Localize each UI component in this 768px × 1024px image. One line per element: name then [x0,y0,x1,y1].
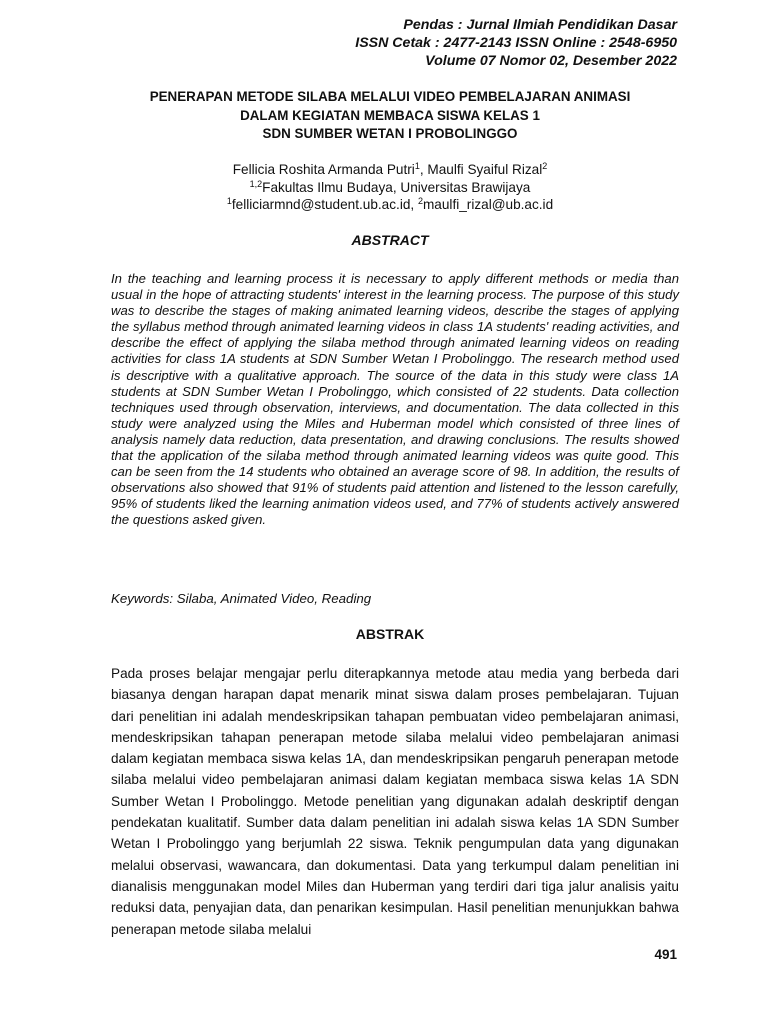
title-line-3: SDN SUMBER WETAN I PROBOLINGGO [262,126,518,141]
author-2-name: Maulfi Syaiful Rizal [427,162,543,177]
email-2[interactable]: maulfi_rizal@ub.ac.id [422,197,554,212]
email-2-sup: 2 [417,196,423,206]
journal-issn: ISSN Cetak : 2477-2143 ISSN Online : 2548-6950 [355,35,677,51]
abstract-heading-en: ABSTRACT [351,232,429,248]
author-separator: , [419,162,428,177]
title-line-2: DALAM KEGIATAN MEMBACA SISWA KELAS 1 [240,107,540,123]
title-line-1: PENERAPAN METODE SILABA MELALUI VIDEO PEMBELAJARAN ANIMASI [149,89,631,104]
abstract-body-en: In the teaching and learning process it is necessary to apply different methods or media than usual in the hope of attracting students' interest in the learning process. The purpose of this study was to describe the stages of making animated learning videos, describe the stages of applying the syllabus method through animated learning videos in class 1A students' reading activities, and describe the effect of applying the silaba method through animated learning videos on reading activities for class 1A students at SDN Sumber Wetan I Probolinggo. The research method used is descriptive with a qualitative approach. The source of the data in this study were class 1A students at SDN Sumber Wetan I Probolinggo, which consisted of 22 students. Data collection techniques used through observation, interviews, and documentation. The data collected in this study were analyzed using the Miles and Huberman model which consisted of three lines of analysis namely data reduction, data presentation, and drawing conclusions. The results showed that the application of the silaba method through animated learning videos was quite good. This can be seen from the 14 students who obtained an average score of 98. In addition, the results of observations also showed that 91% of students paid attention and listened to the lesson carefully, 95% of students liked the learning animation videos used, and 77% of students actively answered the questions asked given. [111,271,679,528]
email-1[interactable]: felliciarmnd@student.ub.ac.id [231,197,411,212]
email-separator: , [410,197,418,212]
author-block [100,161,680,214]
author-names [100,161,680,179]
affiliation-text: Fakultas Ilmu Budaya, Universitas Brawijaya [262,179,531,195]
affiliation [100,179,680,197]
page-number: 491 [654,947,677,962]
email-1-sup: 1 [226,196,232,206]
abstract-heading-id: ABSTRAK [355,626,425,642]
journal-header [117,16,677,70]
journal-name: Pendas : Jurnal Ilmiah Pendidikan Dasar [403,17,677,33]
paper-title [100,88,680,144]
author-2-sup: 2 [542,161,548,171]
author-1-sup: 1 [414,161,420,171]
author-1-name: Fellicia Roshita Armanda Putri [232,162,415,177]
journal-volume: Volume 07 Nomor 02, Desember 2022 [425,53,677,69]
keywords: Keywords: Silaba, Animated Video, Reading [111,591,372,606]
abstract-body-id: Pada proses belajar mengajar perlu diterapkannya metode atau media yang berbeda dari biasanya dengan harapan dapat menarik minat siswa dalam proses pembelajaran. Tujuan dari penelitian ini adalah mendeskripsikan tahapan pembuatan video pembelajaran animasi, mendeskripsikan tahapan penerapan metode silaba melalui video pembelajaran animasi dalam kegiatan membaca siswa kelas 1A, dan mendeskripsikan pengaruh penerapan metode silaba melalui video pembelajaran animasi dalam kegiatan membaca siswa kelas 1A SDN Sumber Wetan I Probolinggo. Metode penelitian yang digunakan adalah deskriptif dengan pendekatan kualitatif. Sumber data dalam penelitian ini adalah siswa kelas 1A SDN Sumber Wetan I Probolinggo yang berjumlah 22 siswa. Teknik pengumpulan data yang digunakan melalui observasi, wawancara, dan dokumentasi. Data yang terkumpul dalam penelitian ini dianalisis menggunakan model Miles dan Huberman yang terdiri dari tiga jalur analisis yaitu reduksi data, penyajian data, dan penarikan kesimpulan. Hasil penelitian menunjukkan bahwa penerapan metode silaba melalui [111,666,679,937]
affiliation-sup: 1,2 [249,178,263,189]
author-emails [100,196,680,214]
